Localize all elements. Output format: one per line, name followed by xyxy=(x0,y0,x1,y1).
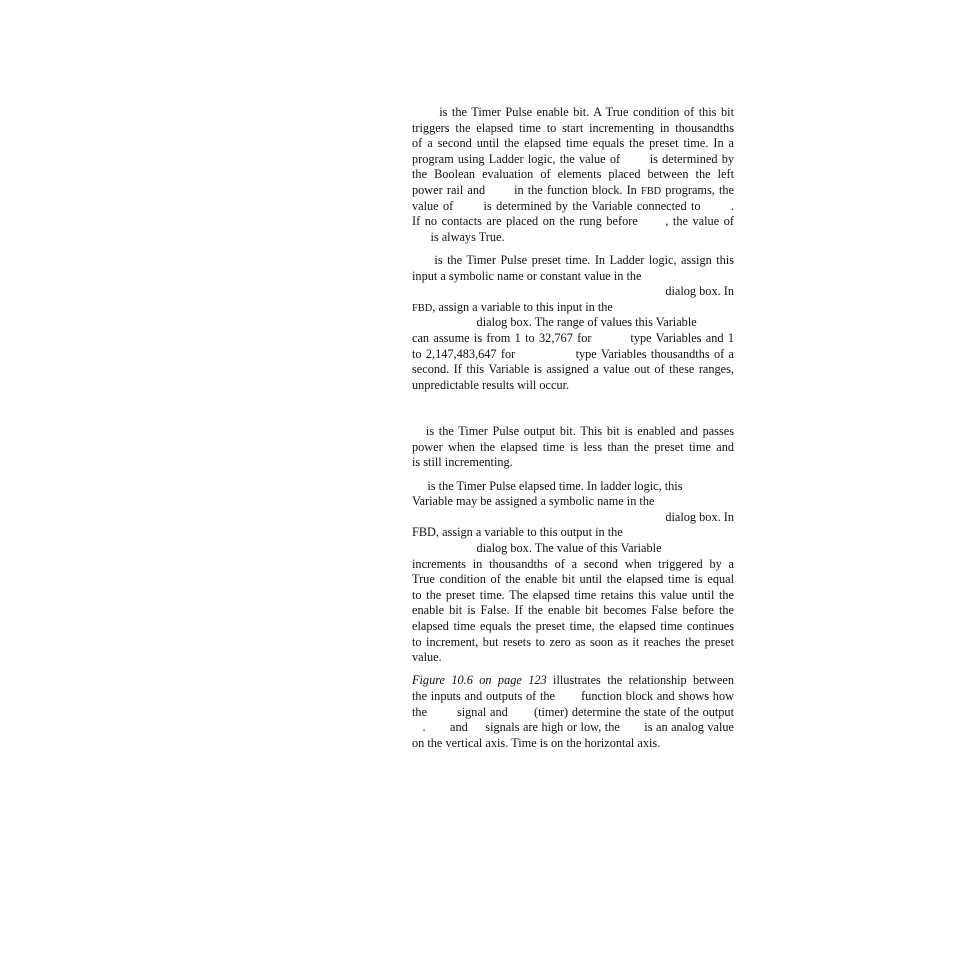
text-line: is the Timer Pulse output bit. This bit is enabled and passes xyxy=(412,424,734,439)
text-line: . and signals are high or low, the is an analog value xyxy=(412,720,734,735)
text-line: value. xyxy=(412,650,442,665)
text-line: dialog box. The range of values this Variable xyxy=(412,315,697,330)
paragraph-elapsed-time xyxy=(412,479,734,666)
text-line: can assume is from 1 to 32,767 for type Variables and 1 xyxy=(412,330,734,345)
paragraph-preset-time xyxy=(412,253,734,393)
text-line: Figure 10.6 on page 123 illustrates the relationship between xyxy=(412,673,734,688)
text-line: value of is determined by the Variable connected to . xyxy=(412,198,734,213)
document-body xyxy=(412,105,734,751)
paragraph-output-bit xyxy=(412,424,734,471)
text-line: to the preset time. The elapsed time retains this value until the xyxy=(412,587,734,602)
paragraph-figure-reference xyxy=(412,673,734,751)
text-line: triggers the elapsed time to start incrementing in thousandths xyxy=(412,120,734,135)
text-line: second. If this Variable is assigned a value out of these ranges, xyxy=(412,362,734,377)
text-line: increments in thousandths of a second when triggered by a xyxy=(412,556,734,571)
text-line: dialog box. In xyxy=(665,509,734,524)
text-line: dialog box. In xyxy=(665,284,734,299)
fbd-abbrev: FBD xyxy=(412,302,433,314)
text-line: of a second until the elapsed time equals the preset time. In a xyxy=(412,136,734,151)
text-line: is still incrementing. xyxy=(412,455,513,470)
text-line: enable bit is False. If the enable bit becomes False before the xyxy=(412,603,734,618)
text-line: If no contacts are placed on the rung before , the value of xyxy=(412,214,734,229)
figure-link[interactable]: Figure 10.6 on page 123 xyxy=(412,673,547,688)
text-line: is always True. xyxy=(412,229,505,244)
text-line: is the Timer Pulse enable bit. A True condition of this bit xyxy=(412,105,734,119)
text-line: dialog box. The value of this Variable xyxy=(412,541,662,556)
text-line: on the vertical axis. Time is on the horizontal axis. xyxy=(412,735,661,750)
text-line: program using Ladder logic, the value of is determined by xyxy=(412,151,734,166)
text-line: to 2,147,483,647 for type Variables thousandths of a xyxy=(412,346,734,361)
text-line: True condition of the enable bit until the elapsed time is equal xyxy=(412,572,734,587)
text-line: input a symbolic name or constant value in the xyxy=(412,268,642,283)
text-line: is the Timer Pulse elapsed time. In ladder logic, this xyxy=(412,478,683,493)
text-line: elapsed time equals the preset time, the elapsed time continues xyxy=(412,619,734,633)
text-line: power rail and in the function block. In FBD programs, the xyxy=(412,182,734,197)
fbd-abbrev: FBD xyxy=(640,185,662,197)
text-line: Variable may be assigned a symbolic name in the xyxy=(412,494,655,509)
text-line: to increment, but resets to zero as soon as it reaches the preset xyxy=(412,634,734,649)
text-line: the Boolean evaluation of elements placed between the left xyxy=(412,167,734,182)
text-line: power when the elapsed time is less than the preset time and xyxy=(412,439,734,454)
text-line: the signal and (timer) determine the state of the output xyxy=(412,704,734,719)
text-line: the inputs and outputs of the function block and shows how xyxy=(412,688,734,703)
text-line: FBD, assign a variable to this input in the xyxy=(412,299,613,314)
text-line: unpredictable results will occur. xyxy=(412,377,570,392)
text-line: FBD, assign a variable to this output in the xyxy=(412,525,623,540)
paragraph-enable-bit xyxy=(412,105,734,245)
text-line: is the Timer Pulse preset time. In Ladder logic, assign this xyxy=(412,252,734,267)
